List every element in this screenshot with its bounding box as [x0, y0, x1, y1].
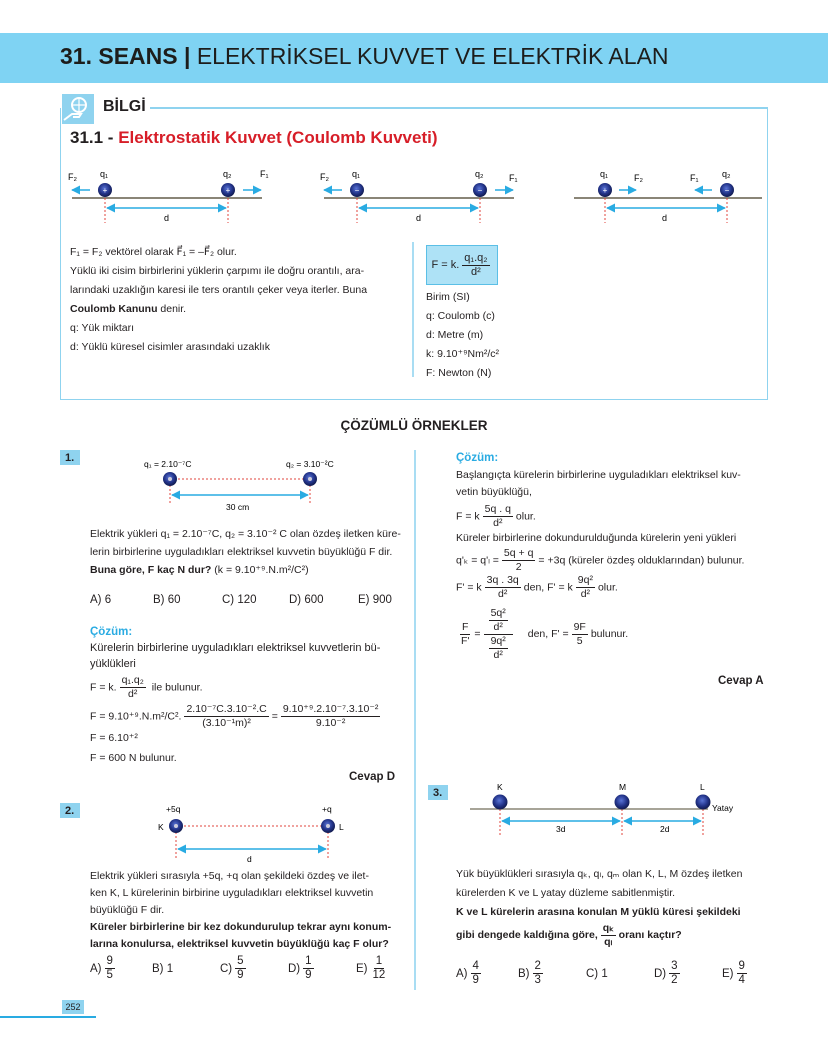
text-fragment: 9q²	[577, 574, 593, 586]
text-fragment: d²	[493, 517, 503, 529]
charge-label: q₂ = 3.10⁻²C	[286, 459, 334, 469]
option-e[interactable]	[722, 960, 750, 987]
formula-part: F' = k	[456, 581, 482, 594]
section-name: Elektrostatik Kuvvet (Coulomb Kuvveti)	[118, 128, 438, 147]
charge-sign: +	[225, 186, 231, 195]
sphere-label: K	[497, 782, 503, 792]
text-fragment: qₖ	[602, 922, 614, 934]
si-units	[426, 288, 499, 383]
option-c[interactable]: C) 120	[222, 594, 257, 606]
charge-sign: −	[724, 186, 730, 195]
charge-label: q₂	[722, 169, 731, 179]
option-d[interactable]	[654, 960, 722, 987]
diagram-repulsive-positive	[68, 169, 269, 223]
info-label: BİLGİ	[103, 98, 146, 115]
sphere-label: L	[700, 782, 705, 792]
text-line: lerin birbirlerine uyguladıkları elektriksel kuvvetin büyüklüğü F dir.	[90, 546, 393, 558]
info-hand-globe-icon	[62, 94, 94, 124]
page-header	[0, 33, 828, 83]
formula-part: =	[271, 710, 278, 723]
q1-text	[90, 525, 401, 579]
answer-label: Cevap D	[349, 771, 396, 783]
text-fragment: D)	[654, 967, 667, 980]
force-label: F₁	[260, 169, 269, 179]
text-line: büyüklüğü F dir.	[90, 904, 165, 916]
formula-part: den, F' =	[527, 628, 569, 640]
sphere-l	[696, 795, 711, 810]
text-fragment: C) 1	[586, 967, 608, 980]
page-column-divider	[414, 450, 416, 990]
text-fragment: 9	[305, 969, 312, 981]
formula-line: F = 600 N bulunur.	[90, 752, 177, 764]
coulomb-force-diagrams	[62, 165, 768, 227]
sphere-label: L	[339, 822, 344, 832]
denominator: (3.10⁻¹m)²	[202, 717, 251, 729]
distance-label: 30 cm	[226, 502, 250, 512]
text-fragment: A)	[90, 962, 102, 975]
text-line: kürelerden K ve L yatay düzleme sabitlenmiştir.	[456, 887, 676, 899]
text-line: Yüklü iki cisim birbirlerini yüklerin çarpımı ile doğru orantılı, ara-	[70, 265, 365, 277]
question-text: larına konulursa, elektriksel kuvvetin büyüklüğü kaç F olur?	[90, 938, 389, 950]
unit-line: q: Coulomb (c)	[426, 310, 495, 322]
question-text: gibi dengede kaldığına göre,	[456, 929, 598, 941]
option-e[interactable]	[356, 955, 390, 982]
distance-label: d	[662, 213, 668, 223]
question-text: K ve L kürelerin arasına konulan M yüklü küresi şekildeki	[456, 906, 741, 918]
text-fragment: F'	[461, 635, 470, 647]
option-b[interactable]	[518, 960, 586, 987]
formula-numerator: q₁.q₂	[464, 251, 488, 264]
diagram-attractive	[574, 169, 762, 223]
text-line: ken K, L kürelerinin birbirine uyguladıkları elektriksel kuvvetin	[90, 887, 374, 899]
formula-denominator: d²	[471, 265, 481, 278]
charge-label: q₂	[223, 169, 232, 179]
question-number: 1.	[60, 450, 80, 465]
q3-text	[456, 865, 742, 949]
option-e[interactable]: E) 900	[358, 594, 392, 606]
solution-heading: Çözüm:	[90, 626, 133, 638]
option-a[interactable]	[456, 960, 518, 987]
numerator: q₁.q₂	[121, 674, 144, 686]
text-fragment: 4	[738, 974, 745, 986]
option-a[interactable]: A) 6	[90, 594, 112, 606]
charge-sign: −	[477, 186, 483, 195]
unit-line: k: 9.10⁺⁹Nm²/c²	[426, 348, 500, 360]
text-fragment: 3	[671, 960, 678, 972]
surface-label: Yatay	[712, 803, 734, 813]
text-fragment: B) 1	[152, 962, 174, 975]
text-line: Elektrik yükleri sırasıyla +5q, +q olan şekildeki özdeş ve ilet-	[90, 870, 369, 882]
q2-solution	[456, 450, 744, 662]
text-line: Yük büyüklükleri sırasıyla qₖ, qₗ, qₘ olan K, L, M özdeş iletken	[456, 868, 743, 880]
text-fragment: 12	[372, 969, 386, 981]
charge-sign: −	[354, 186, 360, 195]
option-a[interactable]	[90, 955, 152, 982]
text-fragment: C)	[220, 962, 233, 975]
section-number: 31.1 -	[70, 128, 114, 147]
text-fragment: d²	[580, 588, 591, 600]
text-line: yüklükleri	[90, 658, 136, 670]
text-fragment: d²	[498, 588, 508, 600]
section-title	[70, 128, 438, 148]
q3-diagram	[460, 780, 780, 840]
sphere-k	[493, 795, 508, 810]
q3-options	[456, 960, 750, 987]
footer-line	[0, 1016, 96, 1018]
formula-part: olur.	[597, 581, 618, 594]
text-fragment: 5	[237, 955, 244, 967]
text-fragment: 3	[534, 974, 541, 986]
coulomb-formula	[426, 245, 498, 285]
formula-part: olur.	[515, 510, 536, 523]
force-label: F₂	[634, 173, 643, 183]
text-fragment: qₗ	[604, 936, 613, 948]
distance-label: d	[164, 213, 170, 223]
text-fragment: 2	[671, 974, 678, 986]
text-line: Küreler birbirlerine dokundurulduğunda kürelerin yeni yükleri	[456, 532, 737, 544]
text-fragment: E)	[722, 967, 734, 980]
question-text: oranı kaçtır?	[618, 929, 682, 941]
question-number: 3.	[428, 785, 448, 800]
text-fragment: F	[462, 621, 469, 633]
text-fragment: 2	[534, 960, 541, 972]
text-fragment: 5q + q	[503, 547, 534, 559]
text-fragment: 5	[576, 635, 583, 647]
text-line: F₁ = F₂ vektörel olarak F⃗₁ = –F⃗₂ olur.	[70, 246, 237, 258]
text-line: vetin büyüklüğü,	[456, 486, 532, 498]
q2-diagram	[150, 800, 360, 868]
question-text: Buna göre, F kaç N dur?	[90, 564, 212, 576]
formula-part: den, F' = k	[523, 581, 573, 594]
session-number: 31. SEANS	[60, 43, 178, 69]
text-fragment: 5q²	[490, 607, 506, 619]
q1-options	[90, 594, 392, 606]
text-fragment: 9q²	[490, 635, 506, 647]
distance-label: 3d	[556, 824, 566, 834]
option-b[interactable]	[152, 955, 220, 982]
force-label: F₁	[509, 173, 518, 183]
distance-label: d	[247, 854, 252, 864]
constant-note: (k = 9.10⁺⁹.N.m²/C²)	[211, 564, 309, 576]
text-fragment: 9	[738, 960, 745, 972]
charge-label: +q	[322, 804, 332, 814]
numerator: 2.10⁻⁷C.3.10⁻².C	[186, 703, 267, 715]
text-line: Elektrik yükleri q₁ = 2.10⁻⁷C, q₂ = 3.10⁻² C olan özdeş iletken küre-	[90, 528, 401, 540]
charge-sign: +	[602, 186, 608, 195]
question-number: 2.	[60, 803, 80, 818]
text-line: Kürelerin birbirlerine uyguladıkları elektriksel kuvvetlerin bü-	[90, 642, 381, 654]
q2-options	[90, 955, 390, 982]
numerator: 9.10⁺⁹.2.10⁻⁷.3.10⁻²	[282, 703, 379, 715]
definition-q: q: Yük miktarı	[70, 322, 134, 334]
definition-d: d: Yüklü küresel cisimler arasındaki uzaklık	[70, 341, 270, 353]
text-fragment: 9	[472, 974, 479, 986]
text-fragment: 2	[515, 561, 522, 573]
text-fragment: D)	[288, 962, 301, 975]
answer-label: Cevap A	[718, 675, 764, 687]
charge-label: q₁	[352, 169, 361, 179]
sphere-label: M	[619, 782, 627, 792]
text-fragment: 9F	[573, 621, 586, 633]
charge-label: +5q	[166, 804, 181, 814]
text-fragment: 9	[237, 969, 244, 981]
text-fragment: d²	[493, 649, 503, 661]
text-fragment: B)	[518, 967, 530, 980]
coulomb-law-text	[70, 243, 367, 357]
text-fragment: 9	[106, 955, 113, 967]
text-fragment: 5q . q	[484, 503, 511, 515]
text-line: denir.	[157, 303, 187, 315]
denominator: 9.10⁻²	[315, 717, 346, 729]
charge-sign: +	[102, 186, 108, 195]
option-d[interactable]: D) 600	[289, 594, 324, 606]
q1-diagram	[130, 455, 370, 517]
solution-heading: Çözüm:	[456, 452, 499, 464]
charge-label: q₂	[475, 169, 484, 179]
distance-label: d	[416, 213, 422, 223]
option-c[interactable]	[220, 955, 288, 982]
examples-heading: ÇÖZÜMLÜ ÖRNEKLER	[340, 418, 488, 433]
force-label: F₁	[690, 173, 699, 183]
unit-line: d: Metre (m)	[426, 329, 484, 341]
formula-lhs: F = k.	[431, 259, 460, 271]
charge-label: q₁	[100, 169, 109, 179]
sphere-label: K	[158, 822, 164, 832]
text-fragment: 1	[375, 955, 383, 967]
text-fragment: d²	[493, 621, 503, 633]
text-line: Başlangıçta kürelerin birbirlerine uyguladıkları elektriksel kuv-	[456, 469, 741, 481]
page-number: 252	[62, 1000, 84, 1014]
law-name: Coulomb Kanunu	[70, 303, 158, 315]
formula-part: F = k.	[90, 681, 117, 694]
distance-label: 2d	[660, 824, 670, 834]
option-c[interactable]	[586, 960, 654, 987]
question-text: Küreler birbirlerine bir kez dokundurulup tekrar aynı konum-	[90, 921, 392, 933]
q1-solution	[90, 624, 383, 766]
text-line: larındaki uzaklığın karesi ile ters orantılı çeker veya iterler. Buna	[70, 284, 368, 296]
formula-part: F = k	[456, 510, 480, 523]
force-label: F₂	[320, 172, 329, 182]
option-b[interactable]: B) 60	[153, 594, 181, 606]
text-fragment: A)	[456, 967, 468, 980]
formula-part: = +3q (küreler özdeş olduklarından) bulunur.	[538, 554, 745, 567]
chapter-title: ELEKTRİKSEL KUVVET VE ELEKTRİK ALAN	[196, 43, 669, 69]
unit-line: Birim (SI)	[426, 291, 470, 303]
header-separator: |	[184, 43, 191, 69]
text-fragment: 5	[106, 969, 113, 981]
q2-text	[90, 868, 391, 953]
text-fragment: 3q . 3q	[486, 574, 519, 586]
text-fragment: =	[474, 628, 481, 640]
formula-part: ile bulunur.	[151, 681, 203, 694]
sphere-m	[615, 795, 630, 810]
unit-line: F: Newton (N)	[426, 367, 492, 379]
formula-part: bulunur.	[590, 628, 629, 640]
formula-part: F = 9.10⁺⁹.N.m²/C².	[90, 710, 182, 723]
formula-part: q'ₖ = q'ₗ =	[456, 554, 499, 567]
force-label: F₂	[68, 172, 77, 182]
formula-line: F = 6.10⁺²	[90, 732, 138, 744]
column-divider	[412, 242, 414, 377]
text-fragment: 1	[305, 955, 312, 967]
diagram-repulsive-negative	[320, 169, 518, 223]
charge-label: q₁	[600, 169, 609, 179]
option-d[interactable]	[288, 955, 356, 982]
info-box-top-border	[150, 107, 768, 109]
charge-label: q₁ = 2.10⁻⁷C	[144, 459, 192, 469]
text-fragment: 4	[472, 960, 479, 972]
denominator: d²	[128, 688, 138, 700]
text-fragment: E)	[356, 962, 368, 975]
